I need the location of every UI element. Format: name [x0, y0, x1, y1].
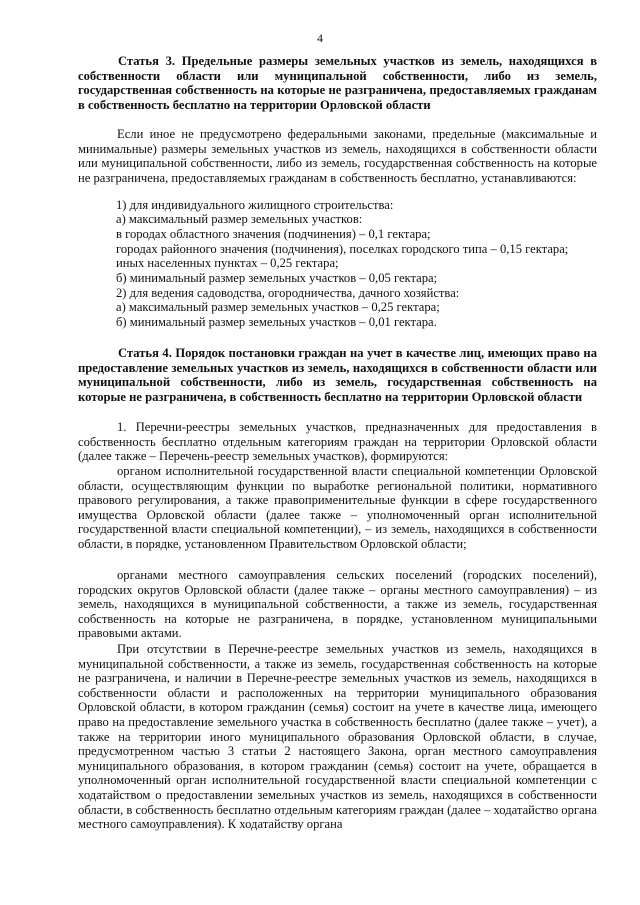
article-3-item: городах районного значения (подчинения), поселках городского типа – 0,15 гектара; [116, 242, 569, 256]
article-4-paragraph: 1. Перечни-реестры земельных участков, предназначенных для предоставления в собственность бесплатно отдельным категориям граждан на территории Орловской области (далее также – Перечень-реестр земельных участков), формируются: [78, 420, 597, 464]
article-3-item: 1) для индивидуального жилищного строительства: [116, 198, 394, 212]
article-3-item: 2) для ведения садоводства, огородничества, дачного хозяйства: [116, 286, 460, 300]
article-3-item: в городах областного значения (подчинения) – 0,1 гектара; [116, 227, 431, 241]
article-3-item: а) максимальный размер земельных участков – 0,25 гектара; [116, 300, 440, 314]
article-4-paragraph: органом исполнительной государственной власти специальной компетенции Орловской области, осуществляющим функции по выработке региональной политики, нормативного правового регулирования, а также правоприменительные функции в сфере государственного имущества Орловской области (далее также – уполномоченный орган исполнительной государственной власти специальной компетенции), – из земель, находящихся в собственности области, в порядке, установленном Правительством Орловской области; [78, 464, 597, 551]
article-3-item: б) минимальный размер земельных участков – 0,01 гектара. [116, 315, 437, 329]
article-3-item: иных населенных пунктах – 0,25 гектара; [116, 256, 339, 270]
article-4-paragraph: органами местного самоуправления сельских поселений (городских поселений), городских округов Орловской области (далее также – органы местного самоуправления) – из земель, находящихся в муниципальной собственности, а также из земель, государственная собственность на которые не разграничена, в порядке, установленном муниципальными правовыми актами. [78, 568, 597, 641]
article-3-item: б) минимальный размер земельных участков – 0,05 гектара; [116, 271, 438, 285]
article-3-item: а) максимальный размер земельных участков: [116, 212, 363, 226]
article-3-intro: Если иное не предусмотрено федеральными законами, предельные (максимальные и минимальные) размеры земельных участков из земель, находящихся в собственности области или муниципальной собственности, либо из земель, государственная собственность на которые не разграничена, предоставляемых гражданам в собственность бесплатно, устанавливаются: [78, 127, 597, 185]
article-4-heading: Статья 4. Порядок постановки граждан на учет в качестве лиц, имеющих право на предоставление земельных участков из земель, находящихся в собственности области или муниципальной собственности, либо из земель, государственная собственность на которые не разграничена, в собственность бесплатно на территории Орловской области [78, 346, 597, 404]
article-3-heading: Статья 3. Предельные размеры земельных участков из земель, находящихся в собственности области или муниципальной собственности, либо из земель, государственная собственность на которые не разграничена, предоставляемых гражданам в собственность бесплатно на территории Орловской области [78, 54, 597, 112]
article-4-paragraph: При отсутствии в Перечне-реестре земельных участков из земель, находящихся в муниципальной собственности, а также из земель, государственная собственность на которые не разграничена, и наличии в Перечне-реестре земельных участков из земель, находящихся в собственности области и расположенных на территории муниципального образования Орловской области, в котором гражданин (семья) состоит на учете в качестве лица, имеющего право на предоставление земельного участка в собственность бесплатно (далее также – учет), а также на территории иного муниципального образования Орловской области, в случае, предусмотренном частью 3 статьи 2 настоящего Закона, орган местного самоуправления муниципального образования, в котором гражданин (семья) состоит на учете, обращается в уполномоченный орган исполнительной государственной власти специальной компетенции с ходатайством о предоставлении земельных участков из земель, находящихся в собственности области, в собственность бесплатно отдельным категориям граждан (далее – ходатайство органа местного самоуправления). К ходатайству органа [78, 642, 597, 832]
page-number: 4 [317, 31, 323, 45]
